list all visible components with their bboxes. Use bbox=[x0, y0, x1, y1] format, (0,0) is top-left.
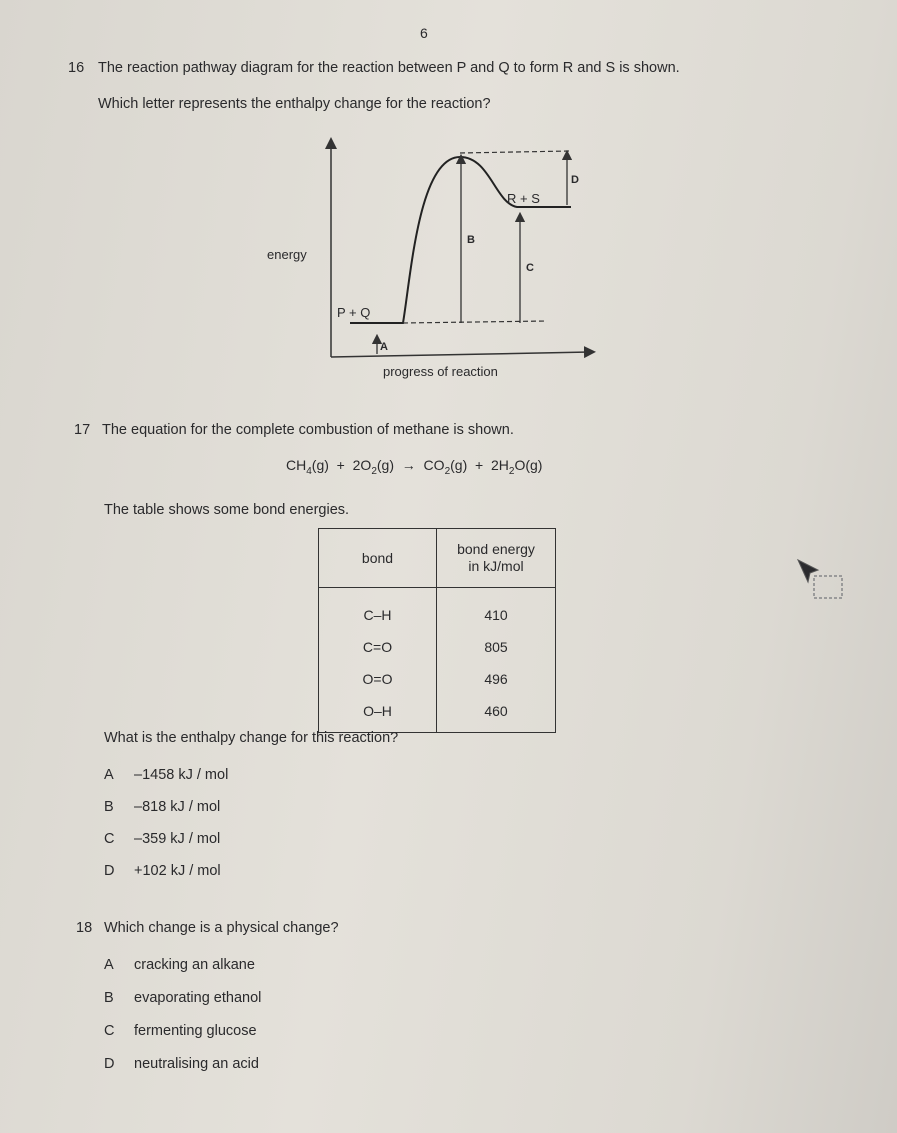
q17-stem: The equation for the complete combustion of methane is shown. bbox=[102, 422, 514, 438]
option-letter: D bbox=[104, 863, 115, 879]
energy-cell: 410 bbox=[437, 588, 556, 632]
eq-part: (g) + 2H bbox=[450, 457, 509, 473]
table-row bbox=[319, 663, 556, 695]
eq-part: O(g) bbox=[514, 457, 543, 473]
table-intro: The table shows some bond energies. bbox=[104, 502, 350, 518]
option-letter: A bbox=[104, 957, 114, 973]
option-text: +102 kJ / mol bbox=[134, 863, 221, 879]
q18-option-b[interactable] bbox=[104, 990, 261, 1006]
option-letter: B bbox=[104, 990, 114, 1006]
bond-cell: C=O bbox=[319, 631, 437, 663]
bond-cell: C–H bbox=[319, 588, 437, 632]
label-a: A bbox=[380, 341, 388, 353]
mouse-cursor-icon bbox=[796, 558, 846, 608]
eq-sub: 4 bbox=[306, 465, 312, 477]
x-axis-label: progress of reaction bbox=[383, 364, 498, 379]
page-number: 6 bbox=[420, 25, 428, 41]
q18-option-d[interactable] bbox=[104, 1056, 259, 1072]
eq-part: (g) + 2O bbox=[311, 457, 372, 473]
header-energy-line2: in kJ/mol bbox=[468, 558, 524, 574]
header-bond: bond bbox=[319, 529, 437, 588]
q16-number: 16 bbox=[68, 60, 85, 76]
q17-question: What is the enthalpy change for this reaction? bbox=[104, 730, 399, 746]
q16-stem: The reaction pathway diagram for the reaction between P and Q to form R and S is shown. bbox=[98, 60, 680, 76]
q16-question: Which letter represents the enthalpy change for the reaction? bbox=[98, 96, 491, 112]
q16-text bbox=[68, 60, 680, 76]
header-energy-line1: bond energy bbox=[457, 541, 535, 557]
energy-cell: 805 bbox=[437, 631, 556, 663]
q17-text bbox=[74, 422, 514, 438]
peak-dashed-line bbox=[460, 151, 570, 153]
q18-question: Which change is a physical change? bbox=[104, 920, 339, 936]
bond-cell: O=O bbox=[319, 663, 437, 695]
q18-number: 18 bbox=[76, 920, 93, 936]
option-letter: C bbox=[104, 831, 115, 847]
option-text: –1458 kJ / mol bbox=[134, 767, 229, 783]
products-label: R + S bbox=[507, 191, 540, 206]
table-row bbox=[319, 588, 556, 632]
label-d: D bbox=[571, 174, 579, 186]
q17-option-b[interactable] bbox=[104, 799, 220, 815]
option-text: cracking an alkane bbox=[134, 957, 255, 973]
energy-cell: 460 bbox=[437, 695, 556, 733]
reaction-pathway-diagram bbox=[255, 135, 615, 385]
q17-number: 17 bbox=[74, 422, 91, 438]
label-c: C bbox=[526, 262, 534, 274]
table-row bbox=[319, 695, 556, 733]
q18-text bbox=[76, 920, 339, 936]
label-b: B bbox=[467, 234, 475, 246]
eq-sub: 2 bbox=[371, 465, 377, 477]
bond-energy-table bbox=[318, 528, 556, 733]
q18-option-c[interactable] bbox=[104, 1023, 257, 1039]
option-letter: C bbox=[104, 1023, 115, 1039]
methane-combustion-equation bbox=[286, 457, 542, 477]
option-text: –359 kJ / mol bbox=[134, 831, 221, 847]
eq-part: CH bbox=[286, 457, 307, 473]
q18-option-a[interactable] bbox=[104, 957, 255, 973]
option-text: fermenting glucose bbox=[134, 1023, 257, 1039]
bond-cell: O–H bbox=[319, 695, 437, 733]
q17-option-d[interactable] bbox=[104, 863, 221, 879]
eq-part: (g) → CO bbox=[376, 457, 445, 473]
eq-sub: 2 bbox=[444, 465, 451, 477]
option-text: –818 kJ / mol bbox=[134, 799, 221, 815]
y-axis-label: energy bbox=[267, 247, 307, 262]
option-letter: B bbox=[104, 799, 114, 815]
x-axis bbox=[331, 352, 590, 357]
energy-cell: 496 bbox=[437, 663, 556, 695]
option-text: neutralising an acid bbox=[134, 1056, 259, 1072]
option-text: evaporating ethanol bbox=[134, 990, 262, 1006]
eq-sub: 2 bbox=[508, 465, 515, 477]
reactant-level-dashed-line bbox=[403, 321, 547, 323]
option-letter: D bbox=[104, 1056, 115, 1072]
q17-option-c[interactable] bbox=[104, 831, 220, 847]
header-bond-energy bbox=[437, 529, 556, 588]
table-row bbox=[319, 631, 556, 663]
reactants-label: P + Q bbox=[337, 305, 371, 320]
q17-option-a[interactable] bbox=[104, 767, 228, 783]
option-letter: A bbox=[104, 767, 114, 783]
